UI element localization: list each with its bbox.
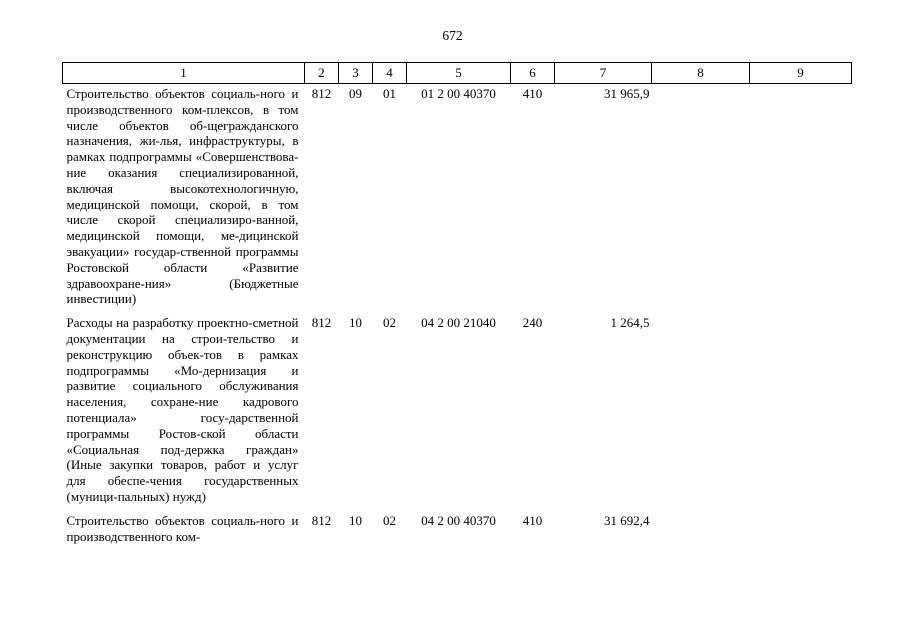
table-row [63, 313, 852, 511]
column-header: 3 [339, 63, 373, 84]
cell-col9 [750, 511, 852, 545]
row-description: Строительство объектов социаль-ного и производственного ком- [66, 512, 299, 544]
cell-amount: 1 264,5 [610, 315, 650, 331]
table-row [63, 511, 852, 545]
column-header: 1 [63, 63, 305, 84]
page-number: 672 [442, 28, 463, 43]
cell-subsection: 02 [383, 315, 396, 331]
cell-section: 10 [349, 512, 362, 528]
cell-section: 09 [349, 86, 362, 101]
cell-expense-type: 240 [522, 315, 543, 331]
cell-target-article: 04 2 00 40370 [421, 512, 496, 528]
cell-expense-type: 410 [522, 512, 543, 528]
column-header: 6 [511, 63, 555, 84]
cell-ministry-code: 812 [311, 512, 332, 528]
table-row [63, 84, 852, 314]
column-number-header-row [63, 63, 852, 84]
column-header: 2 [305, 63, 339, 84]
column-header: 9 [750, 63, 852, 84]
cell-amount: 31 692,4 [604, 512, 650, 528]
cell-col8 [652, 84, 750, 314]
column-header: 4 [373, 63, 407, 84]
cell-subsection: 01 [383, 86, 396, 101]
cell-col8 [652, 313, 750, 511]
cell-col8 [652, 511, 750, 545]
budget-table [62, 62, 852, 544]
row-description: Расходы на разработку проектно-сметной документации на строи-тельство и реконструкцию объек-тов в рамках подпрограммы «Мо-дернизация и развитие социального обслуживания населения, сохране-ние кадрового потенциала» госу-дарственной программы Ростов-ской области «Социальная под-держка граждан» (Иные закупки товаров, работ и услуг для обеспе-чения государственных (муници-пальных) нужд) [66, 315, 299, 504]
column-header: 8 [652, 63, 750, 84]
cell-col9 [750, 313, 852, 511]
cell-subsection: 02 [383, 512, 396, 528]
cell-expense-type: 410 [522, 86, 543, 101]
row-description: Строительство объектов социаль-ного и производственного ком-плексов, в том числе объектов об-щегражданского назначения, жи-лья, инфраструктуры, в рамках подпрограммы «Совершенствова-ние оказания специализированной, включая высокотехнологичную, медицинской помощи, скорой, в том числе скорой специализиро-ванной, медицинской помощи, ме-дицинской эвакуации» государ-ственной программы Ростовской области «Развитие здравоохране-ния» (Бюджетные инвестиции) [66, 86, 299, 307]
column-header: 7 [555, 63, 652, 84]
cell-section: 10 [349, 315, 362, 331]
cell-amount: 31 965,9 [604, 86, 650, 101]
cell-ministry-code: 812 [311, 315, 332, 331]
cell-col9 [750, 84, 852, 314]
cell-ministry-code: 812 [311, 86, 332, 101]
cell-target-article: 01 2 00 40370 [421, 86, 496, 101]
cell-target-article: 04 2 00 21040 [421, 315, 496, 331]
column-header: 5 [407, 63, 511, 84]
